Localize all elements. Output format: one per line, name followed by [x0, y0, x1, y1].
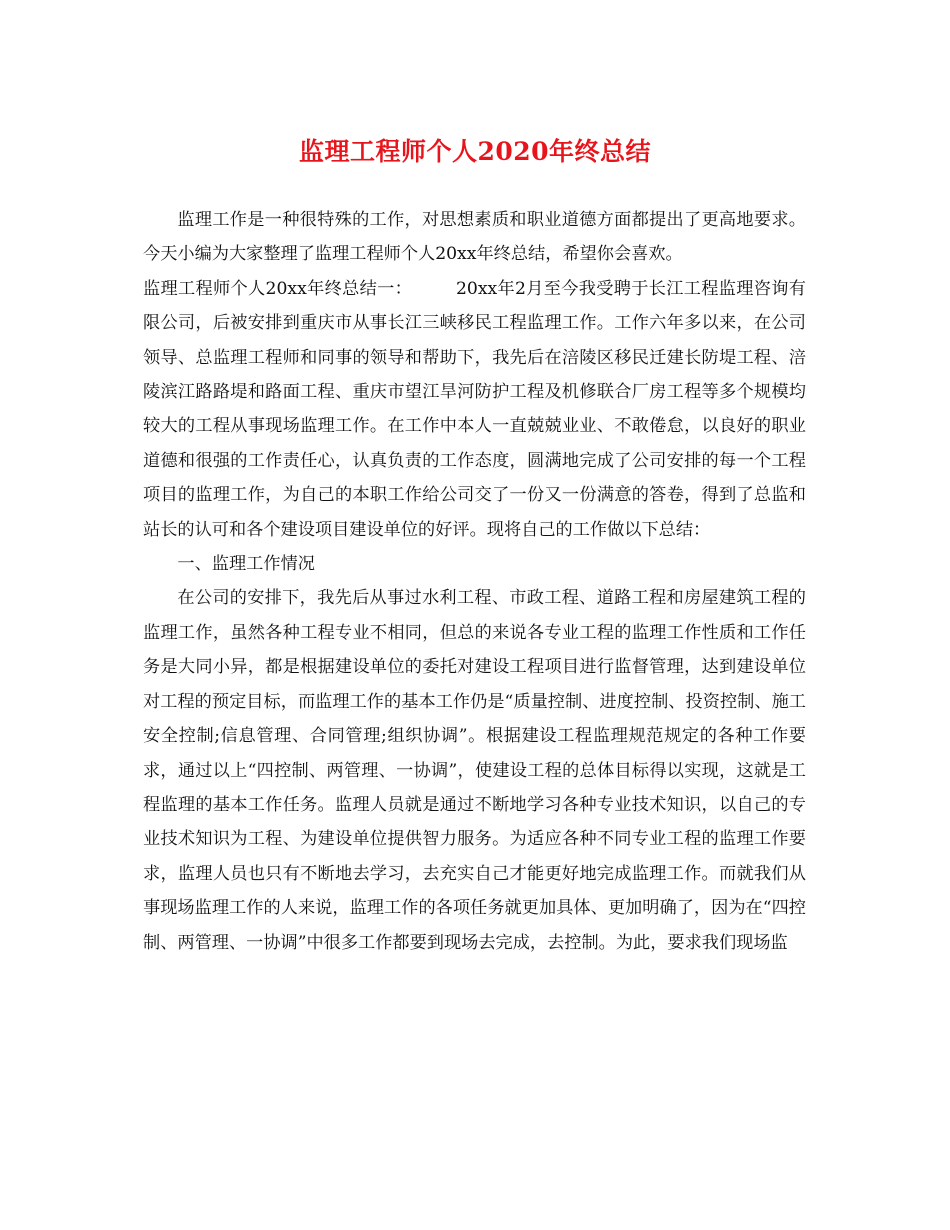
intro-paragraph: 监理工作是一种很特殊的工作，对思想素质和职业道德方面都提出了更高地要求。今天小编为大家整理了监理工程师个人20xx年终总结，希望你会喜欢。 [143, 210, 806, 265]
document-body [143, 203, 806, 960]
summary-paragraph: 监理工程师个人20xx年终总结一： 20xx年2月至今我受聘于长江工程监理咨询有限公司，后被安排到重庆市从事长江三峡移民工程监理工作。工作六年多以来，在公司领导、总监理工程师和同事的领导和帮助下，我先后在涪陵区移民迁建长防堤工程、涪陵滨江路路堤和路面工程、重庆市望江旱河防护工程及机修联合厂房工程等多个规模均较大的工程从事现场监理工作。在工作中本人一直兢兢业业、不敢倦怠，以良好的职业道德和很强的工作责任心，认真负责的工作态度，圆满地完成了公司安排的每一个工程项目的监理工作，为自己的本职工作给公司交了一份又一份满意的答卷，得到了总监和站长的认可和各个建设项目建设单位的好评。现将自己的工作做以下总结： [143, 278, 806, 540]
work-situation-paragraph: 在公司的安排下，我先后从事过水利工程、市政工程、道路工程和房屋建筑工程的监理工作，虽然各种工程专业不相同，但总的来说各专业工程的监理工作性质和工作任务是大同小异，都是根据建设单位的委托对建设工程项目进行监督管理，达到建设单位对工程的预定目标，而监理工作的基本工作仍是“质量控制、进度控制、投资控制、施工安全控制;信息管理、合同管理;组织协调”。根据建设工程监理规范规定的各种工作要求，通过以上“四控制、两管理、一协调”，使建设工程的总体目标得以实现，这就是工程监理的基本工作任务。监理人员就是通过不断地学习各种专业技术知识，以自己的专业技术知识为工程、为建设单位提供智力服务。为适应各种不同专业工程的监理工作要求，监理人员也只有不断地去学习，去充实自己才能更好地完成监理工作。而就我们从事现场监理工作的人来说，监理工作的各项任务就更加具体、更加明确了，因为在“四控制、两管理、一协调”中很多工作都要到现场去完成，去控制。为此，要求我们现场监 [143, 588, 806, 953]
section-heading: 一、监理工作情况 [177, 554, 315, 575]
document-title: 监理工程师个人2020年终总结 [298, 137, 652, 166]
